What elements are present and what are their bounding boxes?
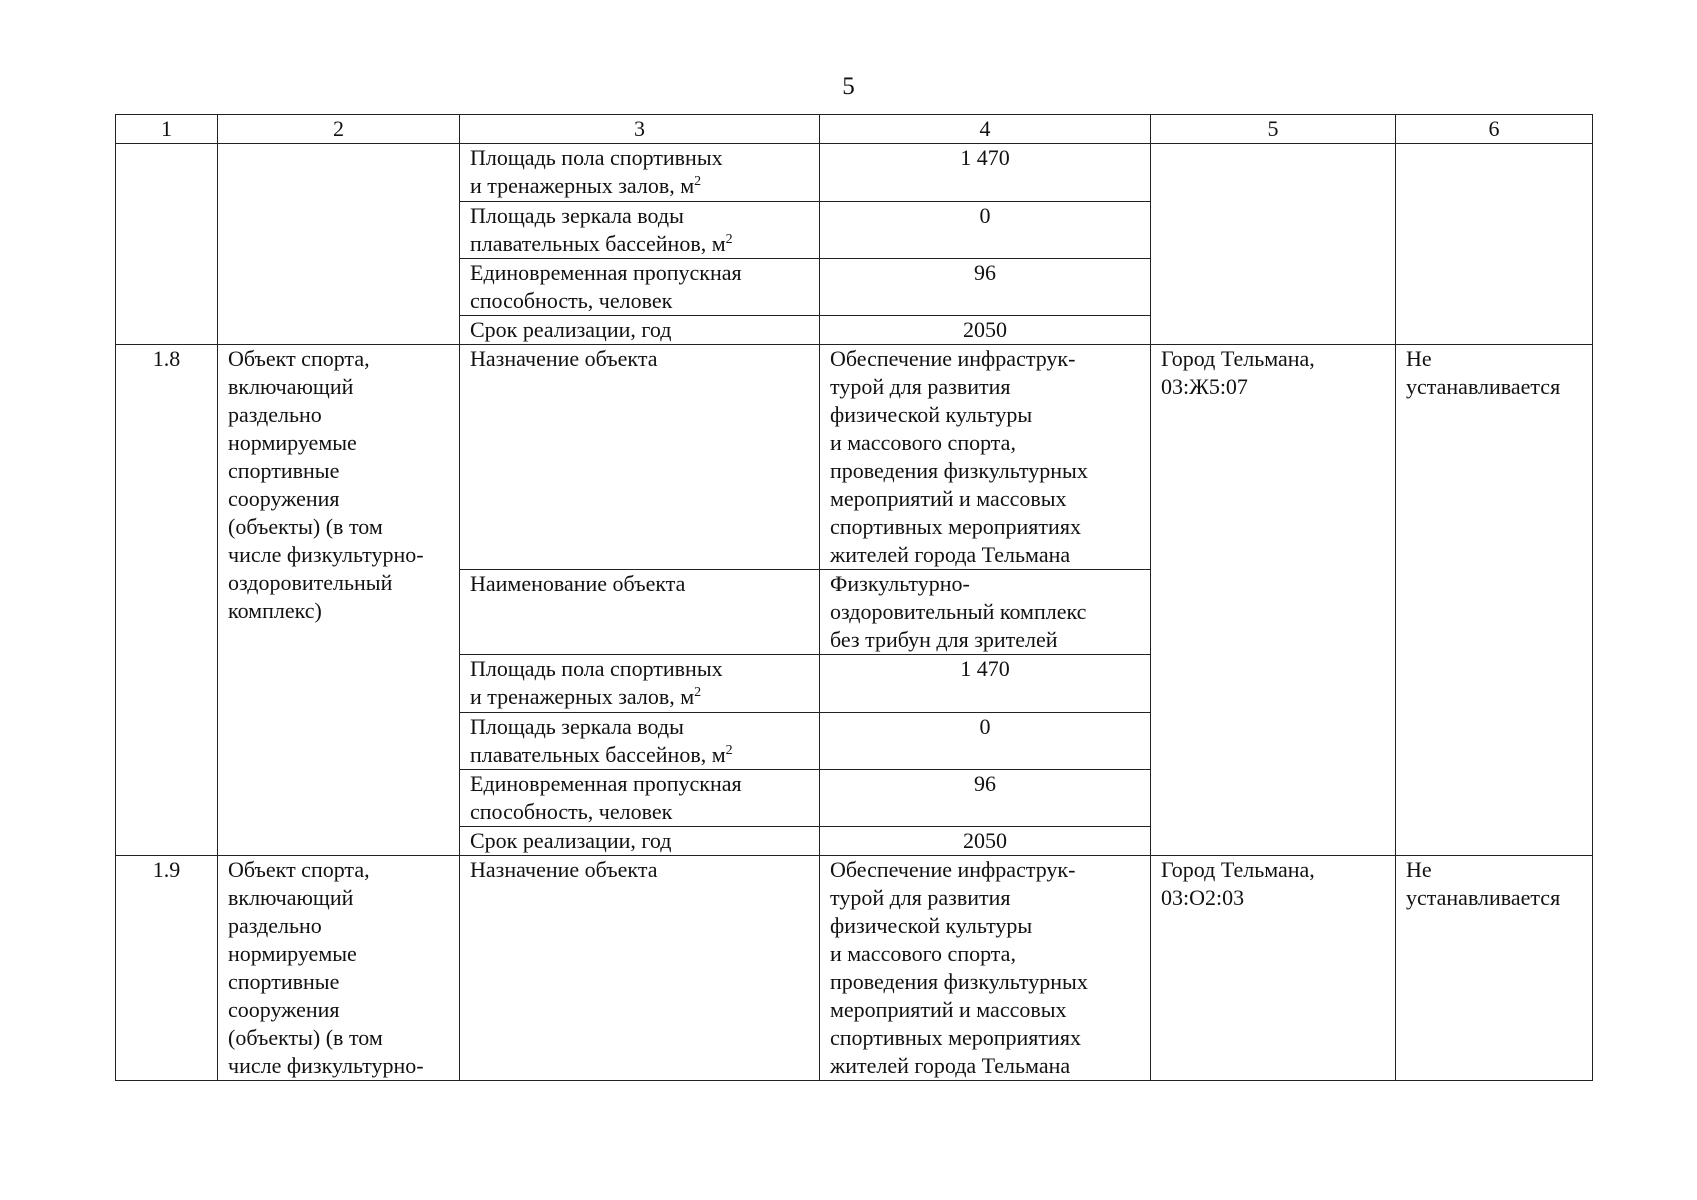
value-cell: Физкультурно- оздоровительный комплекс без трибун для зрителей	[820, 570, 1151, 655]
object-name-cell	[218, 144, 460, 345]
location-cell: Город Тельмана, 03:Ж5:07	[1151, 345, 1396, 856]
value-cell: 2050	[820, 316, 1151, 345]
value-cell: Обеспечение инфраструк- турой для развития физической культуры и массового спорта, проведения физкультурных мероприятий и массовых спортивных мероприятиях жителей города Тельмана	[820, 345, 1151, 570]
value-cell: 1 470	[820, 144, 1151, 202]
parameter-cell: Назначение объекта	[460, 856, 820, 1081]
zone-cell: Не устанавливается	[1396, 856, 1593, 1081]
zone-cell: Не устанавливается	[1396, 345, 1593, 856]
header-cell: 2	[218, 115, 460, 144]
value-cell: 0	[820, 202, 1151, 259]
location-cell: Город Тельмана, 03:О2:03	[1151, 856, 1396, 1081]
header-cell: 5	[1151, 115, 1396, 144]
header-cell: 3	[460, 115, 820, 144]
parameter-cell: Срок реализации, год	[460, 316, 820, 345]
zone-cell	[1396, 144, 1593, 345]
header-cell: 1	[116, 115, 218, 144]
header-row	[116, 115, 1593, 144]
value-cell: 0	[820, 713, 1151, 770]
parameter-cell: Единовременная пропускная способность, человек	[460, 770, 820, 827]
parameter-cell: Площадь зеркала воды плавательных бассейнов, $м^2$	[460, 713, 820, 770]
value-cell: 96	[820, 770, 1151, 827]
page-number: 5	[842, 73, 855, 100]
parameter-cell: Площадь пола спортивных и тренажерных залов, $м^2$	[460, 655, 820, 713]
table-row	[116, 144, 1593, 202]
value-cell: 96	[820, 259, 1151, 316]
objects-table	[115, 114, 1593, 1081]
header-cell: 4	[820, 115, 1151, 144]
parameter-cell: Назначение объекта	[460, 345, 820, 570]
parameter-cell: Срок реализации, год	[460, 827, 820, 856]
value-cell: 1 470	[820, 655, 1151, 713]
parameter-cell: Площадь пола спортивных и тренажерных залов, $м^2$	[460, 144, 820, 202]
parameter-cell: Единовременная пропускная способность, человек	[460, 259, 820, 316]
number-cell: 1.9	[116, 856, 218, 1081]
table-row	[116, 345, 1593, 570]
object-name-cell: Объект спорта, включающий раздельно нормируемые спортивные сооружения (объекты) (в том числе физкультурно- оздоровительный комплекс)	[218, 345, 460, 856]
number-cell	[116, 144, 218, 345]
value-cell: Обеспечение инфраструк- турой для развития физической культуры и массового спорта, проведения физкультурных мероприятий и массовых спортивных мероприятиях жителей города Тельмана	[820, 856, 1151, 1081]
parameter-cell: Площадь зеркала воды плавательных бассейнов, $м^2$	[460, 202, 820, 259]
parameter-cell: Наименование объекта	[460, 570, 820, 655]
object-name-cell: Объект спорта, включающий раздельно нормируемые спортивные сооружения (объекты) (в том числе физкультурно-	[218, 856, 460, 1081]
table-row	[116, 856, 1593, 1081]
location-cell	[1151, 144, 1396, 345]
header-cell: 6	[1396, 115, 1593, 144]
number-cell: 1.8	[116, 345, 218, 856]
value-cell: 2050	[820, 827, 1151, 856]
